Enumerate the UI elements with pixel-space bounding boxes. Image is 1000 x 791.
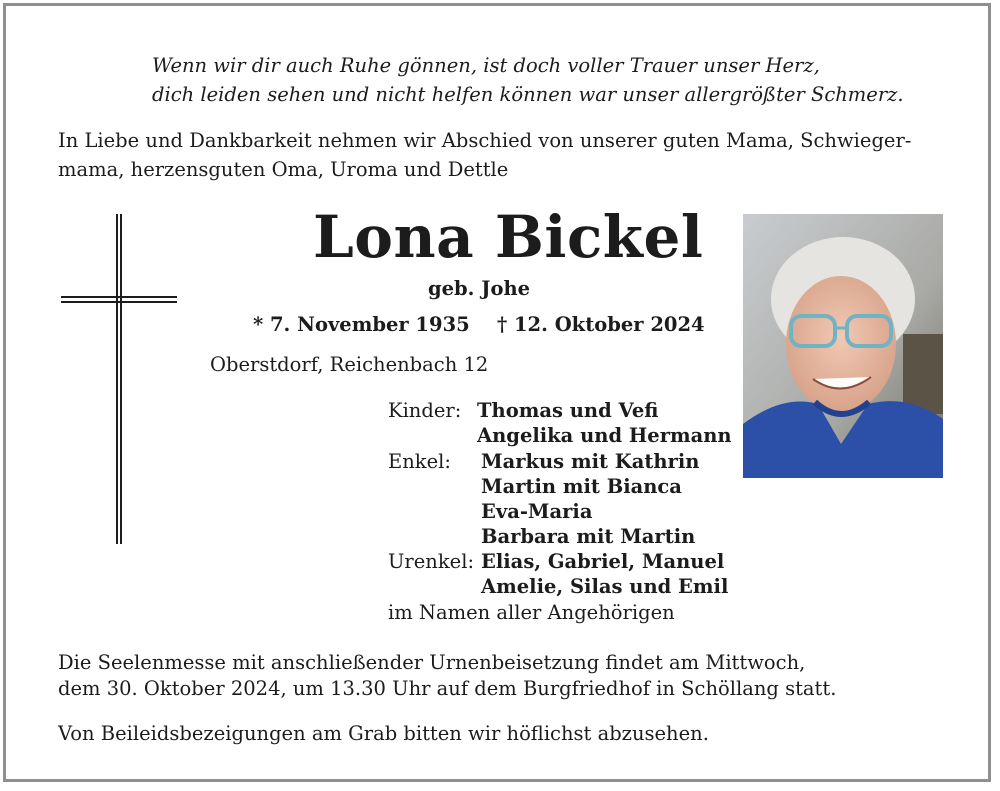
urenkel-item: Amelie, Silas und Emil [481,575,729,598]
poem-line-2: dich leiden sehen und nicht helfen können war unser allergrößter Schmerz. [152,83,904,106]
enkel-item: Barbara mit Martin [481,525,696,548]
family-closing: im Namen aller Angehörigen [388,601,675,624]
maiden-name: geb. Johe [428,277,531,300]
deceased-name: Lona Bickel [313,203,704,271]
birth-date: * 7. November 1935 [253,313,470,336]
enkel-label: Enkel: [388,450,451,473]
intro-line-2: mama, herzensguten Oma, Uroma und Dettle [58,158,509,181]
poem-line-1: Wenn wir dir auch Ruhe gönnen, ist doch voller Trauer unser Herz, [152,54,820,77]
kinder-item: Thomas und Vefi [477,399,659,422]
kinder-item: Angelika und Hermann [477,424,732,447]
condolence-note: Von Beileidsbezeigungen am Grab bitten wir höflichst abzusehen. [58,722,709,745]
service-line-2: dem 30. Oktober 2024, um 13.30 Uhr auf dem Burgfriedhof in Schöllang statt. [58,677,837,700]
portrait-photo [743,214,943,478]
enkel-item: Eva-Maria [481,500,593,523]
death-date: † 12. Oktober 2024 [497,313,705,336]
address: Oberstdorf, Reichenbach 12 [210,353,489,376]
urenkel-label: Urenkel: [388,550,475,573]
urenkel-item: Elias, Gabriel, Manuel [481,550,725,573]
service-line-1: Die Seelenmesse mit anschließender Urnenbeisetzung findet am Mittwoch, [58,651,806,674]
intro-line-1: In Liebe und Dankbarkeit nehmen wir Abschied von unserer guten Mama, Schwieger- [58,129,912,152]
enkel-item: Markus mit Kathrin [481,450,700,473]
cross-icon [55,210,185,550]
enkel-item: Martin mit Bianca [481,475,682,498]
kinder-label: Kinder: [388,399,462,422]
